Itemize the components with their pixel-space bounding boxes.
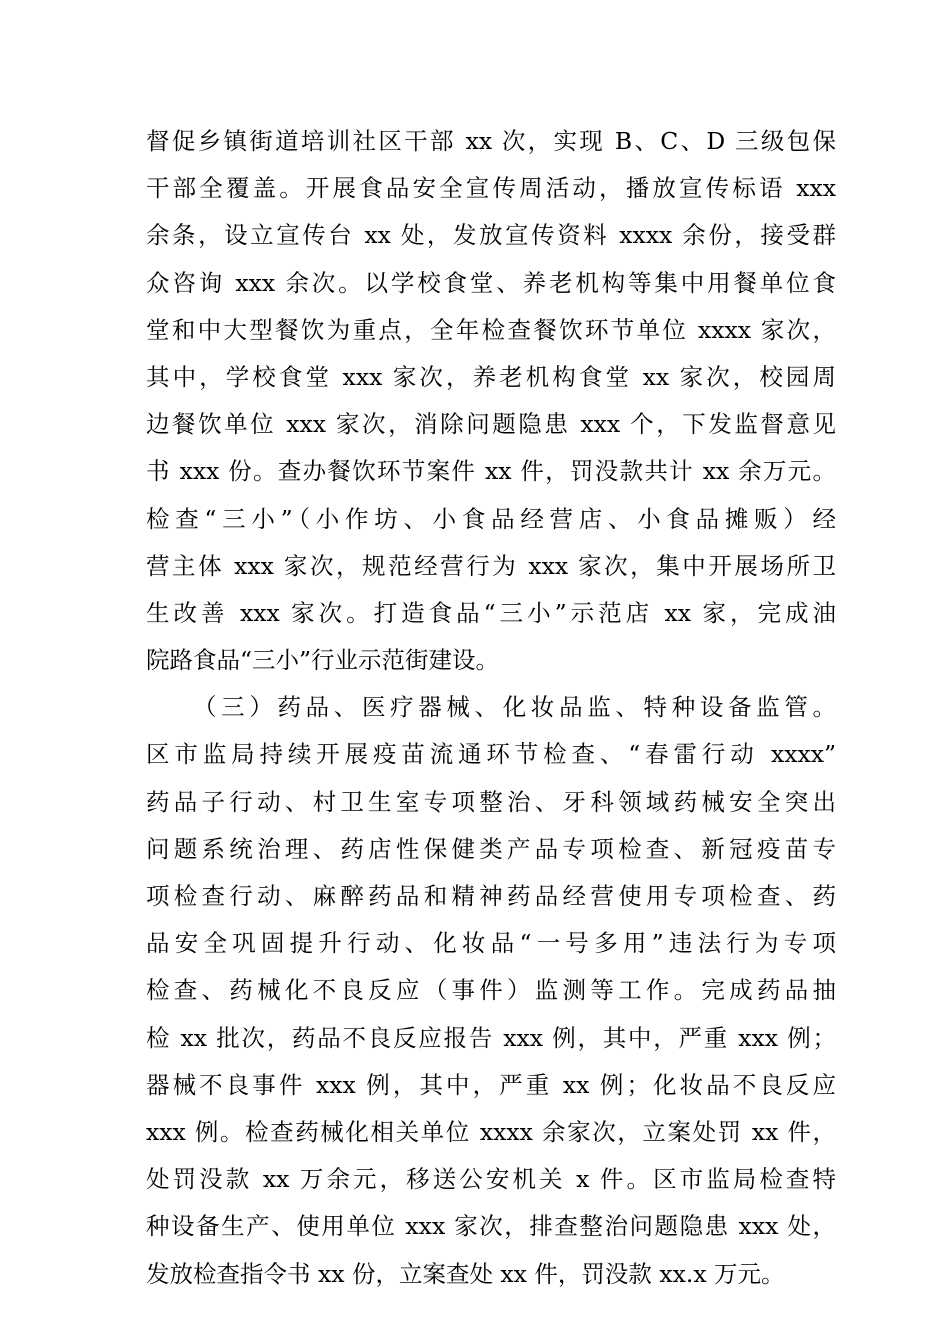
text-line: 其中，学校食堂 xxx 家次，养老机构食堂 xx 家次，校园周 <box>146 362 836 391</box>
text-line: 督促乡镇街道培训社区干部 xx 次，实现 B、C、D 三级包保 <box>146 127 836 155</box>
section-heading-line: （三）药品、医疗器械、化妆品监、特种设备监管。 <box>193 693 836 722</box>
text-line: 检 xx 批次，药品不良反应报告 xxx 例，其中，严重 xxx 例； <box>146 1023 836 1052</box>
text-line: 堂和中大型餐饮为重点，全年检查餐饮环节单位 xxxx 家次， <box>146 315 836 344</box>
text-line: 干部全覆盖。开展食品安全宣传周活动，播放宣传标语 xxx <box>146 174 836 203</box>
text-line: 边餐饮单位 xxx 家次，消除问题隐患 xxx 个，下发监督意见 <box>146 410 836 439</box>
text-line: 检查、药械化不良反应（事件）监测等工作。完成药品抽 <box>146 976 836 1005</box>
text-line: 项检查行动、麻醉药品和精神药品经营使用专项检查、药 <box>146 882 836 910</box>
text-line: 生改善 xxx 家次。打造食品“三小”示范店 xx 家，完成油 <box>146 598 836 627</box>
text-line: 品安全巩固提升行动、化妆品“一号多用”违法行为专项 <box>146 929 836 958</box>
text-line: 书 xxx 份。查办餐饮环节案件 xx 件，罚没款共计 xx 余万元。 <box>146 457 836 486</box>
text-line: 余条，设立宣传台 xx 处，发放宣传资料 xxxx 余份，接受群 <box>146 221 836 250</box>
text-line: 众咨询 xxx 余次。以学校食堂、养老机构等集中用餐单位食 <box>146 268 836 297</box>
text-line: 检查“三小”（小作坊、小食品经营店、小食品摊贩）经 <box>146 504 836 533</box>
text-line: 种设备生产、使用单位 xxx 家次，排查整治问题隐患 xxx 处， <box>146 1212 836 1241</box>
document-body <box>146 118 836 1298</box>
text-line: 问题系统治理、药店性保健类产品专项检查、新冠疫苗专 <box>146 834 836 863</box>
text-line: 区市监局持续开展疫苗流通环节检查、“春雷行动 xxxx” <box>146 740 836 769</box>
text-line: 药品子行动、村卫生室专项整治、牙科领域药械安全突出 <box>146 787 836 816</box>
text-line: 器械不良事件 xxx 例，其中，严重 xx 例；化妆品不良反应 <box>146 1070 836 1099</box>
text-line: 院路食品“三小”行业示范街建设。 <box>146 646 500 675</box>
text-line: 营主体 xxx 家次，规范经营行为 xxx 家次，集中开展场所卫 <box>146 551 836 580</box>
text-line: xxx 例。检查药械化相关单位 xxxx 余家次，立案处罚 xx 件， <box>146 1117 836 1146</box>
text-line: 发放检查指令书 xx 份，立案查处 xx 件，罚没款 xx.x 万元。 <box>146 1259 785 1288</box>
text-line: 处罚没款 xx 万余元，移送公安机关 x 件。区市监局检查特 <box>146 1165 836 1194</box>
